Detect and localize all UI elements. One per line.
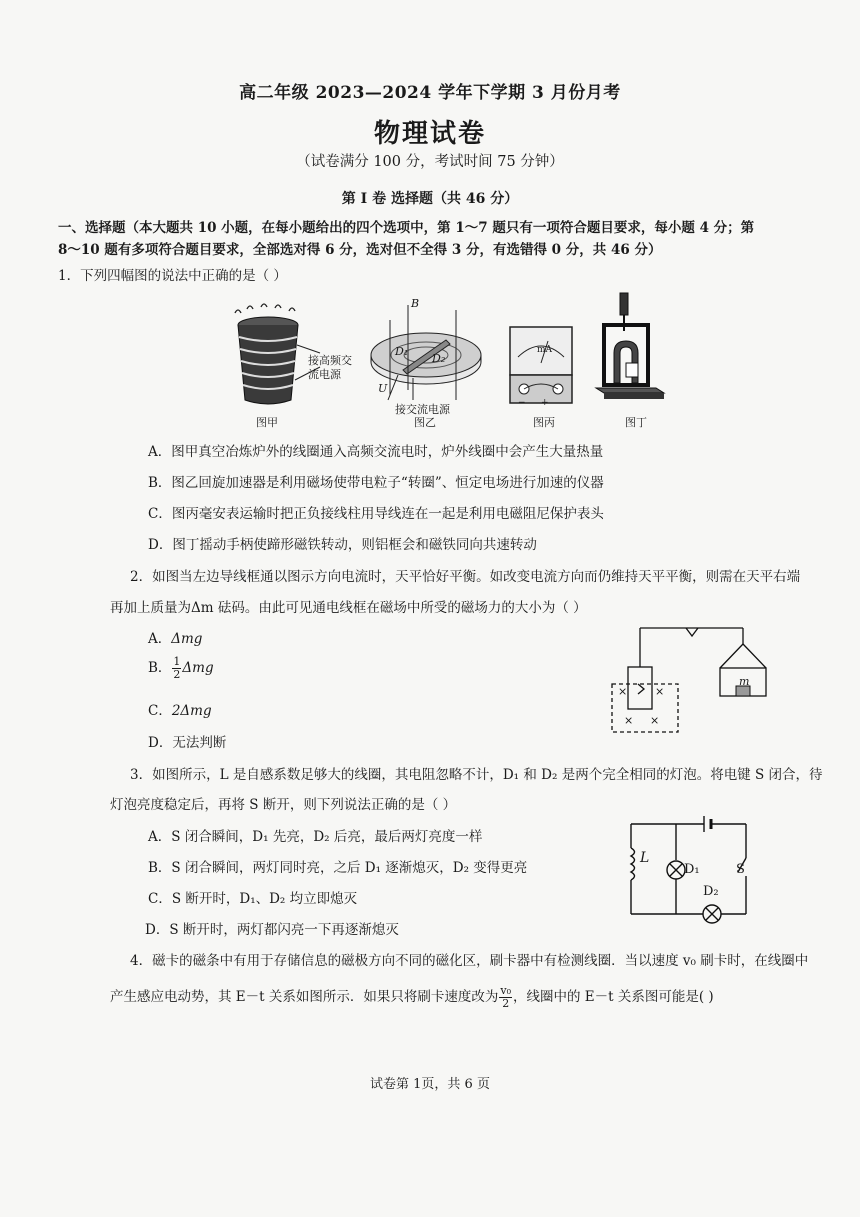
exam-info: （试卷满分 100 分，考试时间 75 分钟） bbox=[296, 154, 564, 170]
figure-q3-S: S bbox=[736, 862, 745, 877]
q2-stem-line2: 再加上质量为Δm 砝码。由此可见通电线框在磁场中所受的磁场力的大小为（ ） bbox=[110, 600, 587, 616]
grade-title: 高二年级 2023—2024 学年下学期 3 月份月考 bbox=[239, 83, 621, 103]
figure-yi-B: B bbox=[411, 297, 420, 310]
figure-bing-label: 图丙 bbox=[533, 416, 555, 429]
q1-option-c: C．图丙毫安表运输时把正负接线柱用导线连在一起是利用电磁阻尼保护表头 bbox=[148, 506, 604, 522]
q4-fraction: $\frac{\text{v₀}}{2}$ bbox=[500, 984, 511, 1010]
q1-option-a: A．图甲真空冶炼炉外的线圈通入高频交流电时，炉外线圈中会产生大量热量 bbox=[148, 444, 604, 460]
figure-yi-label: 图乙 bbox=[414, 416, 436, 429]
figure-ding-label: 图丁 bbox=[625, 416, 647, 429]
svg-text:×: × bbox=[650, 714, 660, 727]
q4-stem-line1: 4．磁卡的磁条中有用于存储信息的磁极方向不同的磁化区，刷卡器中有检测线圈．当以速度 v₀ 刷卡时，在线圈中 bbox=[130, 953, 809, 969]
q2-option-b: B． $\frac{1}{2}$ Δmg bbox=[148, 655, 214, 681]
figure-q3-D1: D₁ bbox=[684, 862, 700, 877]
q1-option-b: B．图乙回旋加速器是利用磁场使带电粒子“转圈”、恒定电场进行加速的仪器 bbox=[148, 475, 604, 491]
figure-yi-U: U bbox=[378, 382, 388, 395]
q3-option-b: B．S 闭合瞬间，两灯同时亮，之后 D₁ 逐渐熄灭，D₂ 变得更亮 bbox=[148, 860, 528, 876]
svg-text:×: × bbox=[655, 685, 665, 698]
svg-text:×: × bbox=[618, 685, 628, 698]
q2-option-d: D．无法判断 bbox=[148, 735, 227, 751]
figure-ding-magnet bbox=[596, 293, 666, 408]
figure-jia-label: 图甲 bbox=[256, 416, 278, 429]
q2-option-c: C．2Δmg bbox=[148, 703, 212, 719]
section-intro-line2: 8～10 题有多项符合题目要求，全部选对得 6 分，选对但不全得 3 分，有选错得 0 分，共 46 分） bbox=[58, 242, 662, 258]
figure-bing-meter bbox=[508, 325, 578, 410]
section-intro-line1: 一、选择题（本大题共 10 小题，在每小题给出的四个选项中，第 1～7 题只有一项符合题目要求，每小题 4 分；第 bbox=[58, 220, 755, 236]
figure-jia-note2: 流电源 bbox=[308, 368, 341, 381]
figure-yi-note: 接交流电源 bbox=[395, 403, 450, 416]
svg-text:×: × bbox=[624, 714, 634, 727]
q3-option-d: D．S 断开时，两灯都闪亮一下再逐渐熄灭 bbox=[145, 922, 399, 938]
part-title: 第 I 卷 选择题（共 46 分） bbox=[341, 191, 519, 207]
svg-text:−: − bbox=[518, 398, 526, 408]
figure-q3-D2: D₂ bbox=[703, 884, 719, 899]
q1-stem: 1．下列四幅图的说法中正确的是（ ） bbox=[58, 268, 287, 284]
page-footer: 试卷第 1页，共 6 页 bbox=[370, 1077, 490, 1092]
q3-option-c: C．S 断开时，D₁、D₂ 均立即熄灭 bbox=[148, 891, 358, 907]
q2-option-a: A．Δmg bbox=[148, 631, 203, 647]
figure-q3-L: L bbox=[640, 850, 650, 866]
figure-yi-D2: D₂ bbox=[432, 352, 446, 365]
q3-option-a: A．S 闭合瞬间，D₁ 先亮，D₂ 后亮，最后两灯亮度一样 bbox=[148, 829, 483, 845]
figure-q2-mass-label: m bbox=[739, 675, 750, 688]
figure-q2-balance bbox=[608, 622, 778, 734]
q2-option-b-fraction: $\frac{1}{2}$ bbox=[173, 655, 181, 681]
figure-yi-D1: D₁ bbox=[395, 345, 409, 358]
figure-bing-unit: mA bbox=[537, 345, 553, 355]
q3-stem-line1: 3．如图所示，L 是自感系数足够大的线圈，其电阻忽略不计，D₁ 和 D₂ 是两个完全相同的灯泡。将电键 S 闭合，待 bbox=[130, 767, 823, 783]
q4-stem-line2: 产生感应电动势，其 E－t 关系如图所示．如果只将刷卡速度改为 $\frac{\text{v₀}}{2}$ ，线圈中的 E－t 关系图可能是( ) bbox=[110, 984, 714, 1010]
q3-stem-line2: 灯泡亮度稳定后，再将 S 断开，则下列说法正确的是（ ） bbox=[110, 797, 457, 813]
subject-title: 物理试卷 bbox=[373, 119, 486, 149]
q1-option-d: D．图丁摇动手柄使蹄形磁铁转动，则铝框会和磁铁同向共速转动 bbox=[148, 537, 537, 553]
q2-stem-line1: 2．如图当左边导线框通以图示方向电流时，天平恰好平衡。如改变电流方向而仍维持天平平衡，则需在天平右端 bbox=[130, 569, 801, 585]
svg-text:+: + bbox=[541, 398, 549, 408]
figure-jia-note1: 接高频交 bbox=[308, 354, 352, 367]
